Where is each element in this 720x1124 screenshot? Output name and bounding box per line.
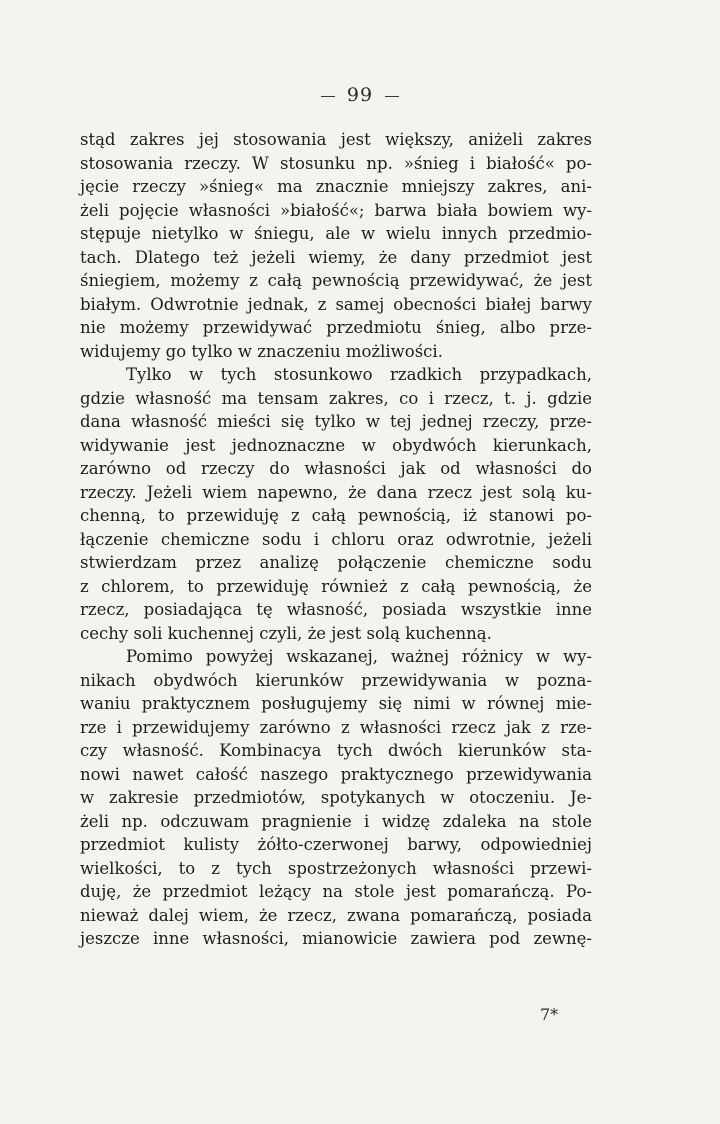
text-line: żeli np. odczuwam pragnienie i widzę zdaleka na stole xyxy=(80,811,592,831)
text-line: w zakresie przedmiotów, spotykanych w otoczeniu. Je- xyxy=(80,788,592,807)
page-number-right-dash xyxy=(385,96,399,97)
text-line: chenną, to przewiduję z całą pewnością, iż stanowi po- xyxy=(80,506,592,525)
text-line: nikach obydwóch kierunków przewidywania w pozna- xyxy=(80,670,592,690)
text-line: jęcie rzeczy »śnieg« ma znacznie mniejszy zakres, ani- xyxy=(80,177,592,196)
text-line: zarówno od rzeczy do własności jak od własności do xyxy=(80,459,592,478)
text-line: rzeczy. Jeżeli wiem napewno, że dana rzecz jest solą ku- xyxy=(80,482,592,502)
text-line: widywanie jest jednoznaczne w obydwóch kierunkach, xyxy=(80,435,592,455)
body-text xyxy=(80,128,592,951)
page-number-left-dash xyxy=(321,96,335,97)
signature-mark: 7* xyxy=(540,1005,559,1024)
text-line: nie możemy przewidywać przedmiotu śnieg, albo prze- xyxy=(80,318,592,337)
text-line: białym. Odwrotnie jednak, z samej obecności białej barwy xyxy=(80,294,592,314)
page-number-value: 99 xyxy=(346,84,374,106)
text-line: dana własność mieści się tylko w tej jednej rzeczy, prze- xyxy=(80,412,592,431)
text-line: Tylko w tych stosunkowo rzadkich przypadkach, xyxy=(126,365,592,384)
text-line: rze i przewidujemy zarówno z własności rzecz jak z rze- xyxy=(80,717,592,737)
text-line: stosowania rzeczy. W stosunku np. »śnieg i białość« po- xyxy=(80,153,592,173)
text-line: rzecz, posiadająca tę własność, posiada wszystkie inne xyxy=(80,600,592,619)
text-line: łączenie chemiczne sodu i chloru oraz odwrotnie, jeżeli xyxy=(80,529,592,549)
text-line: z chlorem, to przewiduję również z całą pewnością, że xyxy=(80,576,592,596)
page-number xyxy=(0,84,720,106)
text-line: wielkości, to z tych spostrzeżonych własności przewi- xyxy=(80,858,592,878)
text-line: stwierdzam przez analizę połączenie chemiczne sodu xyxy=(80,553,592,572)
text-line: żeli pojęcie własności »białość«; barwa biała bowiem wy- xyxy=(80,200,592,220)
text-line: Pomimo powyżej wskazanej, ważnej różnicy w wy- xyxy=(126,647,592,666)
text-line: śniegiem, możemy z całą pewnością przewidywać, że jest xyxy=(80,271,592,290)
text-line: czy własność. Kombinacya tych dwóch kierunków sta- xyxy=(80,741,592,760)
text-line: gdzie własność ma tensam zakres, co i rzecz, t. j. gdzie xyxy=(80,388,592,408)
text-line: stępuje nietylko w śniegu, ale w wielu innych przedmio- xyxy=(80,224,592,243)
text-line: waniu praktycznem posługujemy się nimi w równej mie- xyxy=(80,694,592,713)
text-line: duję, że przedmiot leżący na stole jest pomarańczą. Po- xyxy=(80,882,592,901)
text-line: widujemy go tylko w znaczeniu możliwości. xyxy=(80,341,443,361)
text-line: przedmiot kulisty żółto-czerwonej barwy, odpowiedniej xyxy=(80,835,592,854)
text-line: nieważ dalej wiem, że rzecz, zwana pomarańczą, posiada xyxy=(80,905,592,925)
text-line: jeszcze inne własności, mianowicie zawiera pod zewnę- xyxy=(80,929,592,948)
text-line: tach. Dlatego też jeżeli wiemy, że dany przedmiot jest xyxy=(80,247,592,267)
text-line: cechy soli kuchennej czyli, że jest solą kuchenną. xyxy=(80,623,492,643)
text-line: stąd zakres jej stosowania jest większy, aniżeli zakres xyxy=(80,130,592,149)
text-line: nowi nawet całość naszego praktycznego przewidywania xyxy=(80,764,592,784)
